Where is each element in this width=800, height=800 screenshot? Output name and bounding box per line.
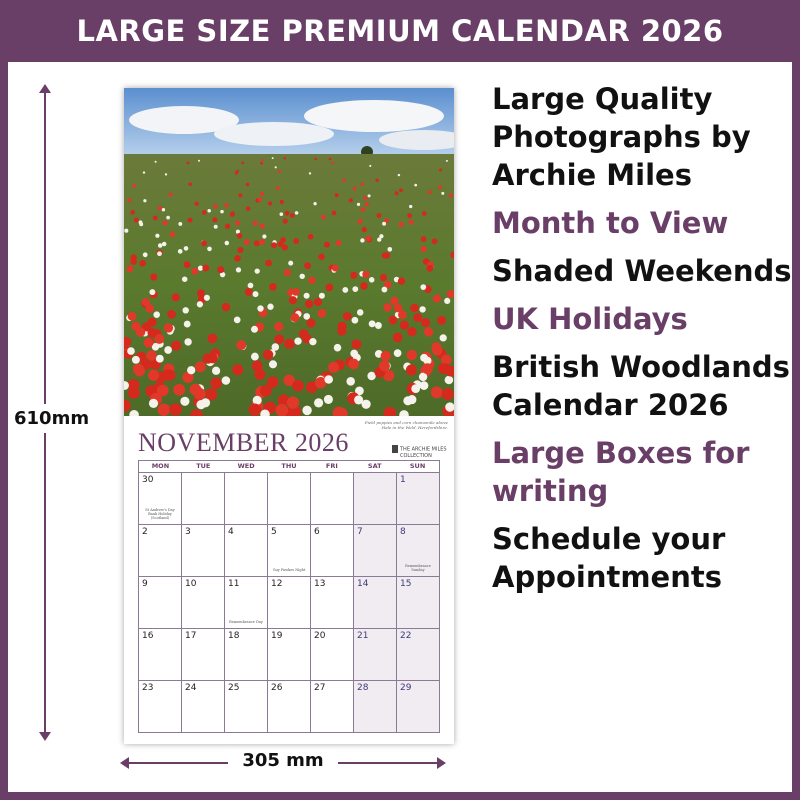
day-cell — [354, 525, 397, 576]
day-number: 22 — [400, 631, 412, 641]
day-cell — [225, 681, 268, 732]
height-label: 610mm — [14, 404, 94, 433]
day-cell — [139, 681, 182, 732]
arrow-down-icon — [39, 732, 51, 741]
poppy-field-photo — [124, 88, 454, 416]
arrow-left-icon — [120, 757, 129, 769]
day-cell — [268, 473, 311, 524]
day-cell — [397, 577, 439, 628]
day-cell — [311, 525, 354, 576]
day-cell — [225, 525, 268, 576]
day-cell — [182, 577, 225, 628]
day-cell — [182, 525, 225, 576]
day-number: 4 — [228, 527, 234, 537]
day-number: 24 — [185, 683, 197, 693]
photo-caption: Field poppies and corn chamomile above Hale in the Weld, Herefordshire. — [364, 420, 448, 430]
collection-line-2: COLLECTION — [400, 453, 432, 459]
calendar-product-image — [124, 88, 454, 744]
day-cell — [311, 577, 354, 628]
week-row — [139, 681, 439, 732]
month-title: NOVEMBER 2026 — [138, 428, 349, 457]
weekday-mon: MON — [151, 462, 170, 470]
day-number: 9 — [142, 579, 148, 589]
weekday-header — [138, 460, 440, 472]
feature-item: Large Quality Photographs by Archie Miles — [492, 82, 751, 192]
day-number: 28 — [357, 683, 369, 693]
day-cell — [354, 629, 397, 680]
day-number: 26 — [271, 683, 283, 693]
day-cell — [397, 473, 439, 524]
collection-line-1: THE ARCHIE MILES — [400, 446, 447, 453]
day-cell — [139, 525, 182, 576]
holiday-note: St Andrew's Day Bank Holiday (Scotland) — [145, 508, 175, 520]
day-cell — [397, 629, 439, 680]
day-number: 18 — [228, 631, 240, 641]
calendar-grid — [138, 460, 440, 733]
week-row — [139, 577, 439, 629]
collection-mark-icon — [392, 445, 398, 453]
day-cell — [354, 681, 397, 732]
day-number: 23 — [142, 683, 154, 693]
arrow-right-icon — [437, 757, 446, 769]
weekday-tue: TUE — [196, 462, 211, 470]
day-cell — [354, 577, 397, 628]
feature-item: Large Boxes for writing — [492, 436, 750, 508]
day-number: 15 — [400, 579, 412, 589]
day-cell — [268, 525, 311, 576]
day-number: 29 — [400, 683, 412, 693]
week-rows — [138, 472, 440, 733]
holiday-note: Remembrance Day — [229, 620, 263, 624]
day-cell — [354, 473, 397, 524]
day-cell — [182, 681, 225, 732]
day-number: 14 — [357, 579, 369, 589]
day-number: 17 — [185, 631, 197, 641]
feature-item: Month to View — [492, 206, 729, 240]
day-cell — [268, 629, 311, 680]
day-number: 7 — [357, 527, 363, 537]
arrow-up-icon — [39, 84, 51, 93]
day-cell — [225, 473, 268, 524]
day-cell — [225, 577, 268, 628]
feature-item: UK Holidays — [492, 302, 688, 336]
feature-item: Schedule your Appointments — [492, 522, 726, 594]
weekday-sun: SUN — [409, 462, 426, 470]
day-number: 27 — [314, 683, 326, 693]
week-row — [139, 525, 439, 577]
day-number: 6 — [314, 527, 320, 537]
day-number: 12 — [271, 579, 283, 589]
day-number: 10 — [185, 579, 197, 589]
day-cell — [397, 525, 439, 576]
day-number: 30 — [142, 475, 154, 485]
feature-item: Shaded Weekends — [492, 254, 792, 288]
collection-logo — [392, 445, 447, 459]
day-cell — [139, 577, 182, 628]
day-number: 3 — [185, 527, 191, 537]
feature-list — [492, 80, 792, 606]
feature-item: British Woodlands Calendar 2026 — [492, 350, 790, 422]
day-number: 21 — [357, 631, 369, 641]
holiday-note: Remembrance Sunday — [405, 564, 431, 572]
day-cell — [397, 681, 439, 732]
holiday-note: Guy Fawkes Night — [272, 568, 306, 572]
weekday-sat: SAT — [367, 462, 382, 470]
day-number: 19 — [271, 631, 283, 641]
weekday-fri: FRI — [325, 462, 338, 470]
day-cell — [225, 629, 268, 680]
day-cell — [139, 629, 182, 680]
day-number: 13 — [314, 579, 326, 589]
weekday-wed: WED — [237, 462, 255, 470]
weekday-thu: THU — [281, 462, 297, 470]
banner-title: LARGE SIZE PREMIUM CALENDAR 2026 — [0, 0, 800, 62]
day-number: 8 — [400, 527, 406, 537]
day-cell — [182, 473, 225, 524]
day-cell — [311, 629, 354, 680]
week-row — [139, 473, 439, 525]
day-number: 5 — [271, 527, 277, 537]
day-number: 25 — [228, 683, 240, 693]
day-cell — [268, 681, 311, 732]
day-cell — [311, 681, 354, 732]
day-number: 1 — [400, 475, 406, 485]
day-number: 2 — [142, 527, 148, 537]
day-cell — [311, 473, 354, 524]
day-cell — [268, 577, 311, 628]
day-number: 11 — [228, 579, 240, 589]
day-cell — [139, 473, 182, 524]
width-label: 305 mm — [228, 750, 338, 771]
day-cell — [182, 629, 225, 680]
day-number: 16 — [142, 631, 154, 641]
week-row — [139, 629, 439, 681]
day-number: 20 — [314, 631, 326, 641]
